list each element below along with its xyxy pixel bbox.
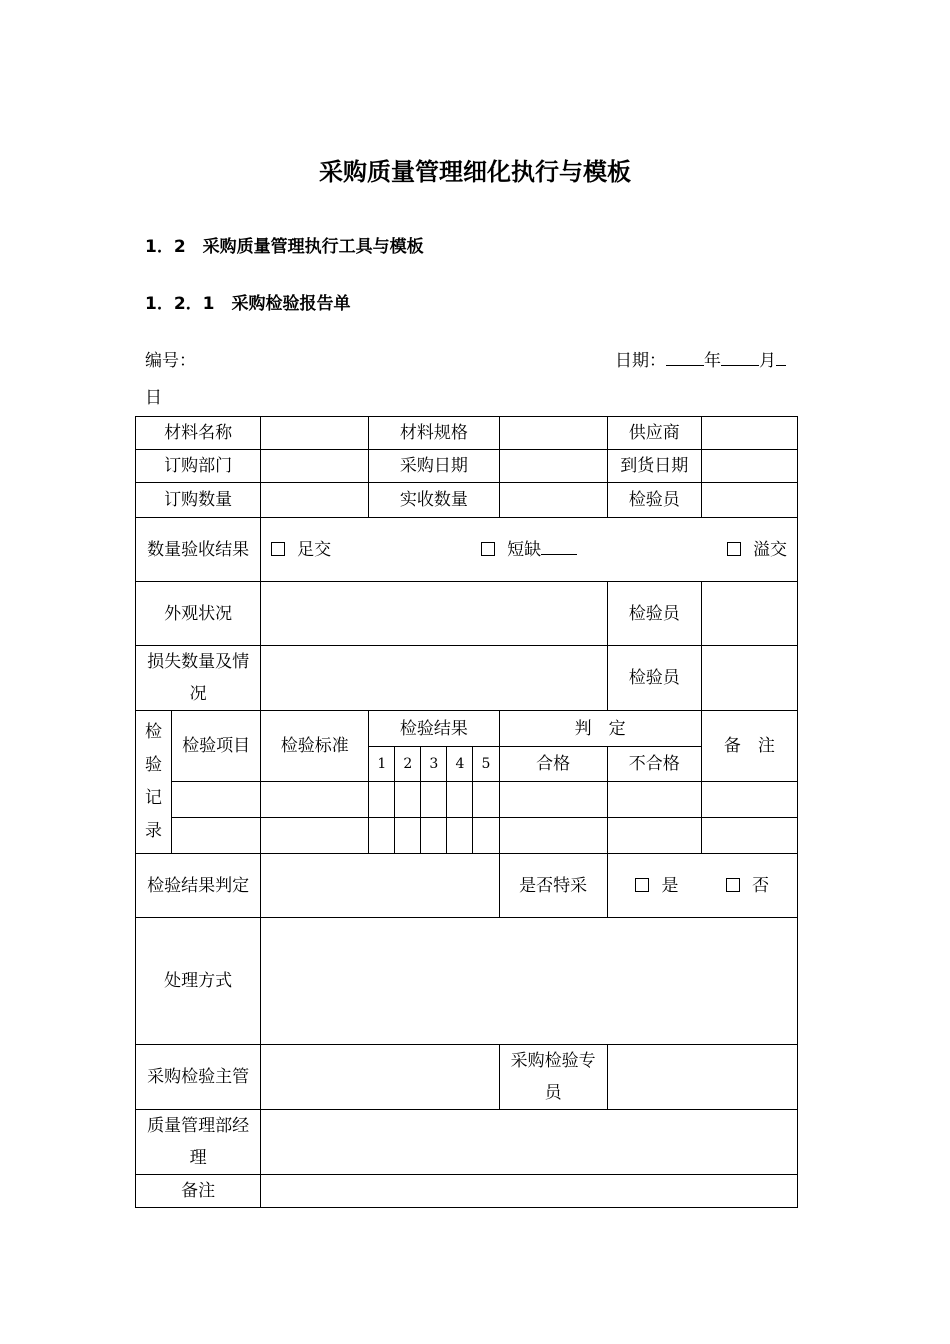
table-row bbox=[136, 782, 798, 818]
material-spec-value[interactable] bbox=[499, 417, 607, 450]
received-qty-value[interactable] bbox=[499, 483, 607, 518]
section-heading: 1．2 采购质量管理执行工具与模板 bbox=[145, 237, 424, 257]
order-qty-value[interactable] bbox=[261, 483, 369, 518]
date-label: 日期： bbox=[615, 351, 666, 371]
option-short[interactable]: 短缺 bbox=[481, 534, 577, 566]
document-title: 采购质量管理细化执行与模板 bbox=[319, 158, 631, 186]
day-blank[interactable] bbox=[776, 351, 786, 366]
supervisor-label: 采购检验主管 bbox=[136, 1045, 261, 1110]
month-blank[interactable] bbox=[721, 351, 759, 366]
fail-header: 不合格 bbox=[607, 747, 701, 782]
loss-inspector-label: 检验员 bbox=[607, 646, 701, 711]
appearance-inspector-value[interactable] bbox=[701, 582, 797, 646]
option-no[interactable]: 否 bbox=[726, 870, 769, 902]
supplier-value[interactable] bbox=[701, 417, 797, 450]
appearance-value[interactable] bbox=[261, 582, 607, 646]
inspection-standard-header: 检验标准 bbox=[261, 711, 369, 782]
handling-label: 处理方式 bbox=[136, 918, 261, 1045]
supervisor-value[interactable] bbox=[261, 1045, 499, 1110]
supplier-label: 供应商 bbox=[607, 417, 701, 450]
result-judgement-label: 检验结果判定 bbox=[136, 854, 261, 918]
order-dept-label: 订购部门 bbox=[136, 450, 261, 483]
date-field bbox=[615, 346, 786, 371]
inspector-label: 检验员 bbox=[607, 483, 701, 518]
inspection-record-label: 检验记录 bbox=[136, 711, 172, 854]
checkbox-icon[interactable] bbox=[271, 542, 285, 556]
material-name-label: 材料名称 bbox=[136, 417, 261, 450]
result-col-2: 2 bbox=[395, 747, 421, 782]
month-label: 月 bbox=[759, 351, 776, 371]
result-col-4: 4 bbox=[447, 747, 473, 782]
inspection-item-header: 检验项目 bbox=[172, 711, 261, 782]
loss-label: 损失数量及情况 bbox=[136, 646, 261, 711]
result-col-3: 3 bbox=[421, 747, 447, 782]
option-full[interactable]: 足交 bbox=[271, 534, 331, 566]
remarks-label: 备注 bbox=[136, 1175, 261, 1208]
loss-value[interactable] bbox=[261, 646, 607, 711]
specialist-label: 采购检验专员 bbox=[499, 1045, 607, 1110]
subsection-heading: 1．2．1 采购检验报告单 bbox=[145, 294, 351, 314]
material-spec-label: 材料规格 bbox=[369, 417, 499, 450]
checkbox-icon[interactable] bbox=[481, 542, 495, 556]
specialist-value[interactable] bbox=[607, 1045, 797, 1110]
remarks-value[interactable] bbox=[261, 1175, 798, 1208]
special-purchase-label: 是否特采 bbox=[499, 854, 607, 918]
purchase-date-label: 采购日期 bbox=[369, 450, 499, 483]
loss-inspector-value[interactable] bbox=[701, 646, 797, 711]
appearance-label: 外观状况 bbox=[136, 582, 261, 646]
material-name-value[interactable] bbox=[261, 417, 369, 450]
qty-check-label: 数量验收结果 bbox=[136, 518, 261, 582]
table-row bbox=[136, 818, 798, 854]
qty-check-options bbox=[261, 518, 798, 582]
option-yes[interactable]: 是 bbox=[635, 870, 678, 902]
checkbox-icon[interactable] bbox=[727, 542, 741, 556]
inspection-result-header: 检验结果 bbox=[369, 711, 499, 747]
qm-manager-value[interactable] bbox=[261, 1110, 798, 1175]
year-blank[interactable] bbox=[666, 351, 704, 366]
order-dept-value[interactable] bbox=[261, 450, 369, 483]
appearance-inspector-label: 检验员 bbox=[607, 582, 701, 646]
arrival-date-label: 到货日期 bbox=[607, 450, 701, 483]
inspector-value[interactable] bbox=[701, 483, 797, 518]
order-qty-label: 订购数量 bbox=[136, 483, 261, 518]
number-label: 编号： bbox=[145, 351, 196, 371]
remarks-header: 备 注 bbox=[701, 711, 797, 782]
judgement-header: 判 定 bbox=[499, 711, 701, 747]
pass-header: 合格 bbox=[499, 747, 607, 782]
result-col-1: 1 bbox=[369, 747, 395, 782]
qm-manager-label: 质量管理部经理 bbox=[136, 1110, 261, 1175]
special-purchase-options bbox=[607, 854, 797, 918]
handling-value[interactable] bbox=[261, 918, 798, 1045]
day-label: 日 bbox=[145, 388, 162, 408]
received-qty-label: 实收数量 bbox=[369, 483, 499, 518]
purchase-date-value[interactable] bbox=[499, 450, 607, 483]
year-label: 年 bbox=[704, 351, 721, 371]
inspection-report-table bbox=[135, 416, 798, 1208]
result-judgement-value[interactable] bbox=[261, 854, 499, 918]
result-col-5: 5 bbox=[473, 747, 499, 782]
checkbox-icon[interactable] bbox=[726, 878, 740, 892]
checkbox-icon[interactable] bbox=[635, 878, 649, 892]
arrival-date-value[interactable] bbox=[701, 450, 797, 483]
option-over[interactable]: 溢交 bbox=[727, 534, 787, 566]
